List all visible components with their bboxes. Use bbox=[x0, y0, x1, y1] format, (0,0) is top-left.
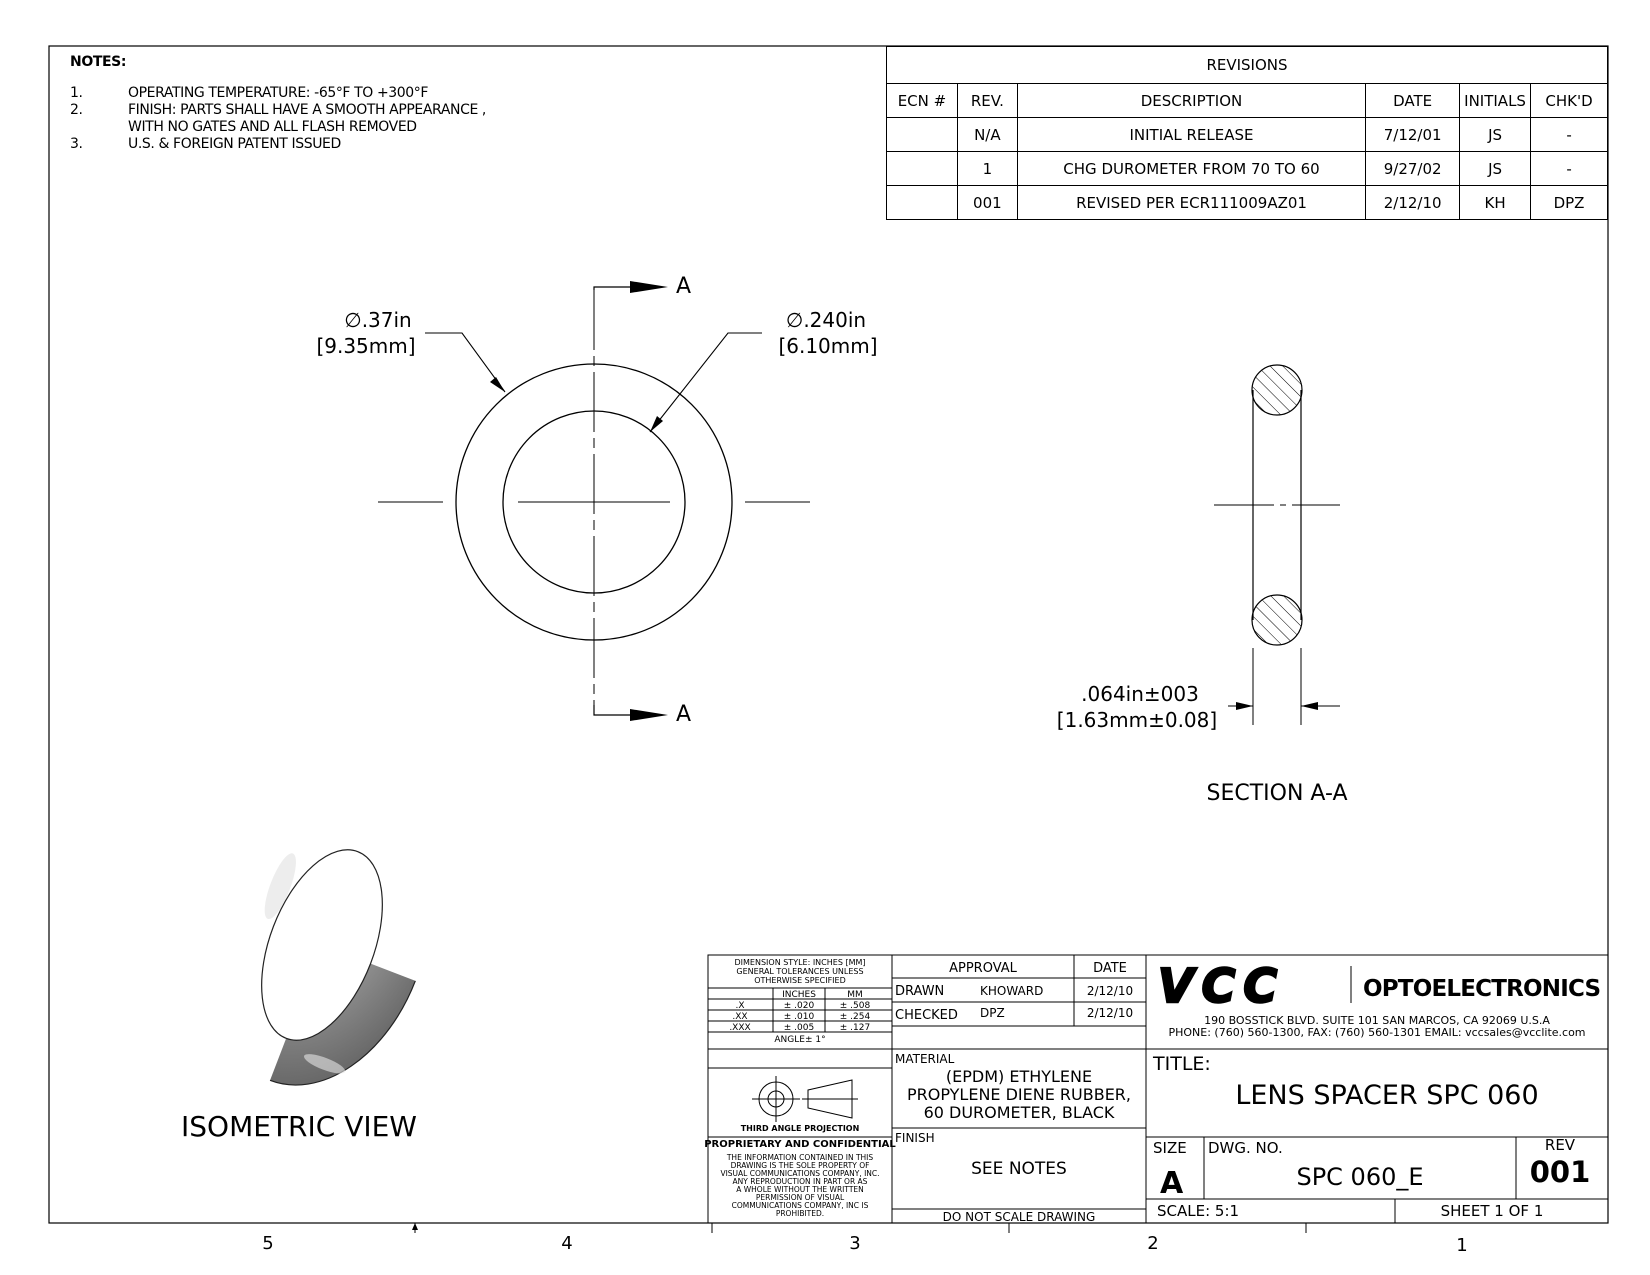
svg-text:DRAWING IS THE SOLE PROPERTY O: DRAWING IS THE SOLE PROPERTY OF bbox=[730, 1161, 870, 1170]
drawing-rev: 001 bbox=[1529, 1155, 1591, 1189]
drawing-number: SPC 060_E bbox=[1296, 1163, 1424, 1191]
front-view bbox=[316, 274, 877, 727]
rev-col-header: INITIALS bbox=[1460, 84, 1531, 118]
svg-text:MATERIAL: MATERIAL bbox=[895, 1052, 955, 1066]
section-marker-bottom: A bbox=[676, 702, 692, 727]
revisions-title: REVISIONS bbox=[887, 47, 1608, 84]
svg-text:VISUAL COMMUNICATIONS COMPANY,: VISUAL COMMUNICATIONS COMPANY, INC. bbox=[720, 1169, 880, 1178]
svg-text:4: 4 bbox=[561, 1233, 573, 1254]
isometric-view bbox=[177, 774, 468, 1143]
note-item: 1. OPERATING TEMPERATURE: -65°F TO +300°F bbox=[70, 85, 429, 101]
svg-text:2/12/10: 2/12/10 bbox=[1086, 1006, 1134, 1020]
inner-dim-in: ∅.240in bbox=[785, 308, 867, 332]
svg-text:INCHES: INCHES bbox=[782, 990, 816, 1000]
isometric-label: ISOMETRIC VIEW bbox=[181, 1110, 417, 1143]
svg-text:PHONE: (760) 560-1300, FAX: (7: PHONE: (760) 560-1300, FAX: (760) 560-1301 EMAIL: vccsales@vcclite.com bbox=[1168, 1026, 1586, 1039]
svg-text:DO NOT SCALE DRAWING: DO NOT SCALE DRAWING bbox=[942, 1210, 1096, 1224]
svg-text:CHECKED: CHECKED bbox=[895, 1008, 958, 1023]
section-cut-bottom bbox=[1252, 595, 1302, 645]
inner-dim-mm: [6.10mm] bbox=[778, 334, 878, 358]
svg-text:60 DUROMETER, BLACK: 60 DUROMETER, BLACK bbox=[923, 1103, 1115, 1122]
projection-label: THIRD ANGLE PROJECTION bbox=[740, 1124, 860, 1133]
svg-text:ANGLE± 1°: ANGLE± 1° bbox=[774, 1035, 826, 1045]
svg-text:2: 2 bbox=[1147, 1233, 1159, 1254]
svg-text:(EPDM) ETHYLENE: (EPDM) ETHYLENE bbox=[945, 1067, 1093, 1086]
svg-text:SHEET 1 OF 1: SHEET 1 OF 1 bbox=[1440, 1202, 1544, 1220]
svg-text:KHOWARD: KHOWARD bbox=[980, 984, 1044, 998]
svg-text:5: 5 bbox=[262, 1233, 274, 1254]
svg-text:PROHIBITED.: PROHIBITED. bbox=[775, 1209, 825, 1218]
svg-text:A: A bbox=[1160, 1166, 1184, 1201]
svg-text:DPZ: DPZ bbox=[980, 1006, 1005, 1020]
svg-text:TITLE:: TITLE: bbox=[1153, 1053, 1211, 1075]
svg-text:THE INFORMATION CONTAINED IN T: THE INFORMATION CONTAINED IN THIS bbox=[726, 1153, 874, 1162]
svg-text:190 BOSSTICK BLVD. SUITE 101 S: 190 BOSSTICK BLVD. SUITE 101 SAN MARCOS, CA 92069 U.S.A bbox=[1204, 1014, 1550, 1027]
rev-col-header: DATE bbox=[1366, 84, 1460, 118]
thickness-dim-in: .064in±003 bbox=[1081, 682, 1199, 706]
svg-text:± .127: ± .127 bbox=[839, 1023, 871, 1033]
table-row: 1 CHG DUROMETER FROM 70 TO 60 9/27/02 JS - bbox=[887, 152, 1608, 186]
svg-text:REV: REV bbox=[1544, 1136, 1576, 1154]
rev-col-header: REV. bbox=[957, 84, 1017, 118]
table-row: 001 REVISED PER ECR111009AZ01 2/12/10 KH DPZ bbox=[887, 186, 1608, 220]
rev-col-header: ECN # bbox=[887, 84, 958, 118]
company-name: OPTOELECTRONICS bbox=[1363, 976, 1601, 1002]
zone-numbers bbox=[262, 1223, 1467, 1256]
svg-text:.XXX: .XXX bbox=[729, 1023, 751, 1033]
svg-text:SIZE: SIZE bbox=[1153, 1139, 1187, 1157]
svg-text:DRAWN: DRAWN bbox=[895, 984, 945, 999]
section-cut-top bbox=[1252, 365, 1302, 415]
note-item: 3. U.S. & FOREIGN PATENT ISSUED bbox=[70, 136, 341, 152]
svg-text:1: 1 bbox=[1456, 1235, 1468, 1256]
outer-dim-mm: [9.35mm] bbox=[316, 334, 416, 358]
svg-text:FINISH: FINISH bbox=[895, 1131, 935, 1145]
title-block-text bbox=[704, 958, 1600, 1224]
section-marker-top: A bbox=[676, 274, 692, 299]
svg-text:GENERAL TOLERANCES UNLESS: GENERAL TOLERANCES UNLESS bbox=[736, 967, 864, 976]
svg-text:OTHERWISE SPECIFIED: OTHERWISE SPECIFIED bbox=[754, 976, 846, 985]
svg-text:SEE NOTES: SEE NOTES bbox=[971, 1159, 1067, 1179]
svg-text:ANY REPRODUCTION IN PART OR AS: ANY REPRODUCTION IN PART OR AS bbox=[732, 1177, 868, 1186]
svg-text:DWG. NO.: DWG. NO. bbox=[1208, 1139, 1283, 1157]
svg-text:PERMISSION OF VISUAL: PERMISSION OF VISUAL bbox=[755, 1193, 845, 1202]
thickness-dim-mm: [1.63mm±0.08] bbox=[1056, 708, 1218, 732]
outer-dim-in: ∅.37in bbox=[344, 308, 412, 332]
svg-text:± .005: ± .005 bbox=[783, 1023, 815, 1033]
vcc-logo: VCC bbox=[1158, 959, 1286, 1013]
note-item: 2. FINISH: PARTS SHALL HAVE A SMOOTH APPEARANCE , bbox=[70, 102, 486, 118]
svg-text:PROPYLENE DIENE RUBBER,: PROPYLENE DIENE RUBBER, bbox=[906, 1085, 1132, 1104]
section-view bbox=[1057, 365, 1348, 806]
svg-text:A WHOLE WITHOUT THE WRITTEN: A WHOLE WITHOUT THE WRITTEN bbox=[736, 1185, 864, 1194]
svg-text:± .508: ± .508 bbox=[839, 1001, 871, 1011]
section-label: SECTION A-A bbox=[1206, 781, 1348, 806]
svg-text:± .020: ± .020 bbox=[783, 1001, 815, 1011]
svg-text:± .254: ± .254 bbox=[839, 1012, 871, 1022]
proprietary-title: PROPRIETARY AND CONFIDENTIAL bbox=[704, 1139, 896, 1150]
svg-text:± .010: ± .010 bbox=[783, 1012, 815, 1022]
notes-header: NOTES: bbox=[70, 54, 127, 70]
svg-text:SCALE: 5:1: SCALE: 5:1 bbox=[1157, 1202, 1240, 1220]
drawing-title: LENS SPACER SPC 060 bbox=[1235, 1080, 1539, 1111]
svg-text:.XX: .XX bbox=[732, 1012, 748, 1022]
svg-text:.X: .X bbox=[735, 1001, 745, 1011]
svg-text:DATE: DATE bbox=[1093, 961, 1127, 976]
svg-text:COMMUNICATIONS COMPANY, INC IS: COMMUNICATIONS COMPANY, INC IS bbox=[731, 1201, 869, 1210]
svg-text:2/12/10: 2/12/10 bbox=[1086, 984, 1134, 998]
svg-text:MM: MM bbox=[847, 990, 863, 1000]
svg-text:3: 3 bbox=[849, 1233, 861, 1254]
note-item: WITH NO GATES AND ALL FLASH REMOVED bbox=[128, 119, 417, 135]
table-row: N/A INITIAL RELEASE 7/12/01 JS - bbox=[887, 118, 1608, 152]
rev-col-header: DESCRIPTION bbox=[1017, 84, 1365, 118]
svg-text:DIMENSION STYLE: INCHES [MM]: DIMENSION STYLE: INCHES [MM] bbox=[734, 958, 866, 967]
svg-text:APPROVAL: APPROVAL bbox=[949, 961, 1017, 976]
rev-col-header: CHK'D bbox=[1531, 84, 1608, 118]
